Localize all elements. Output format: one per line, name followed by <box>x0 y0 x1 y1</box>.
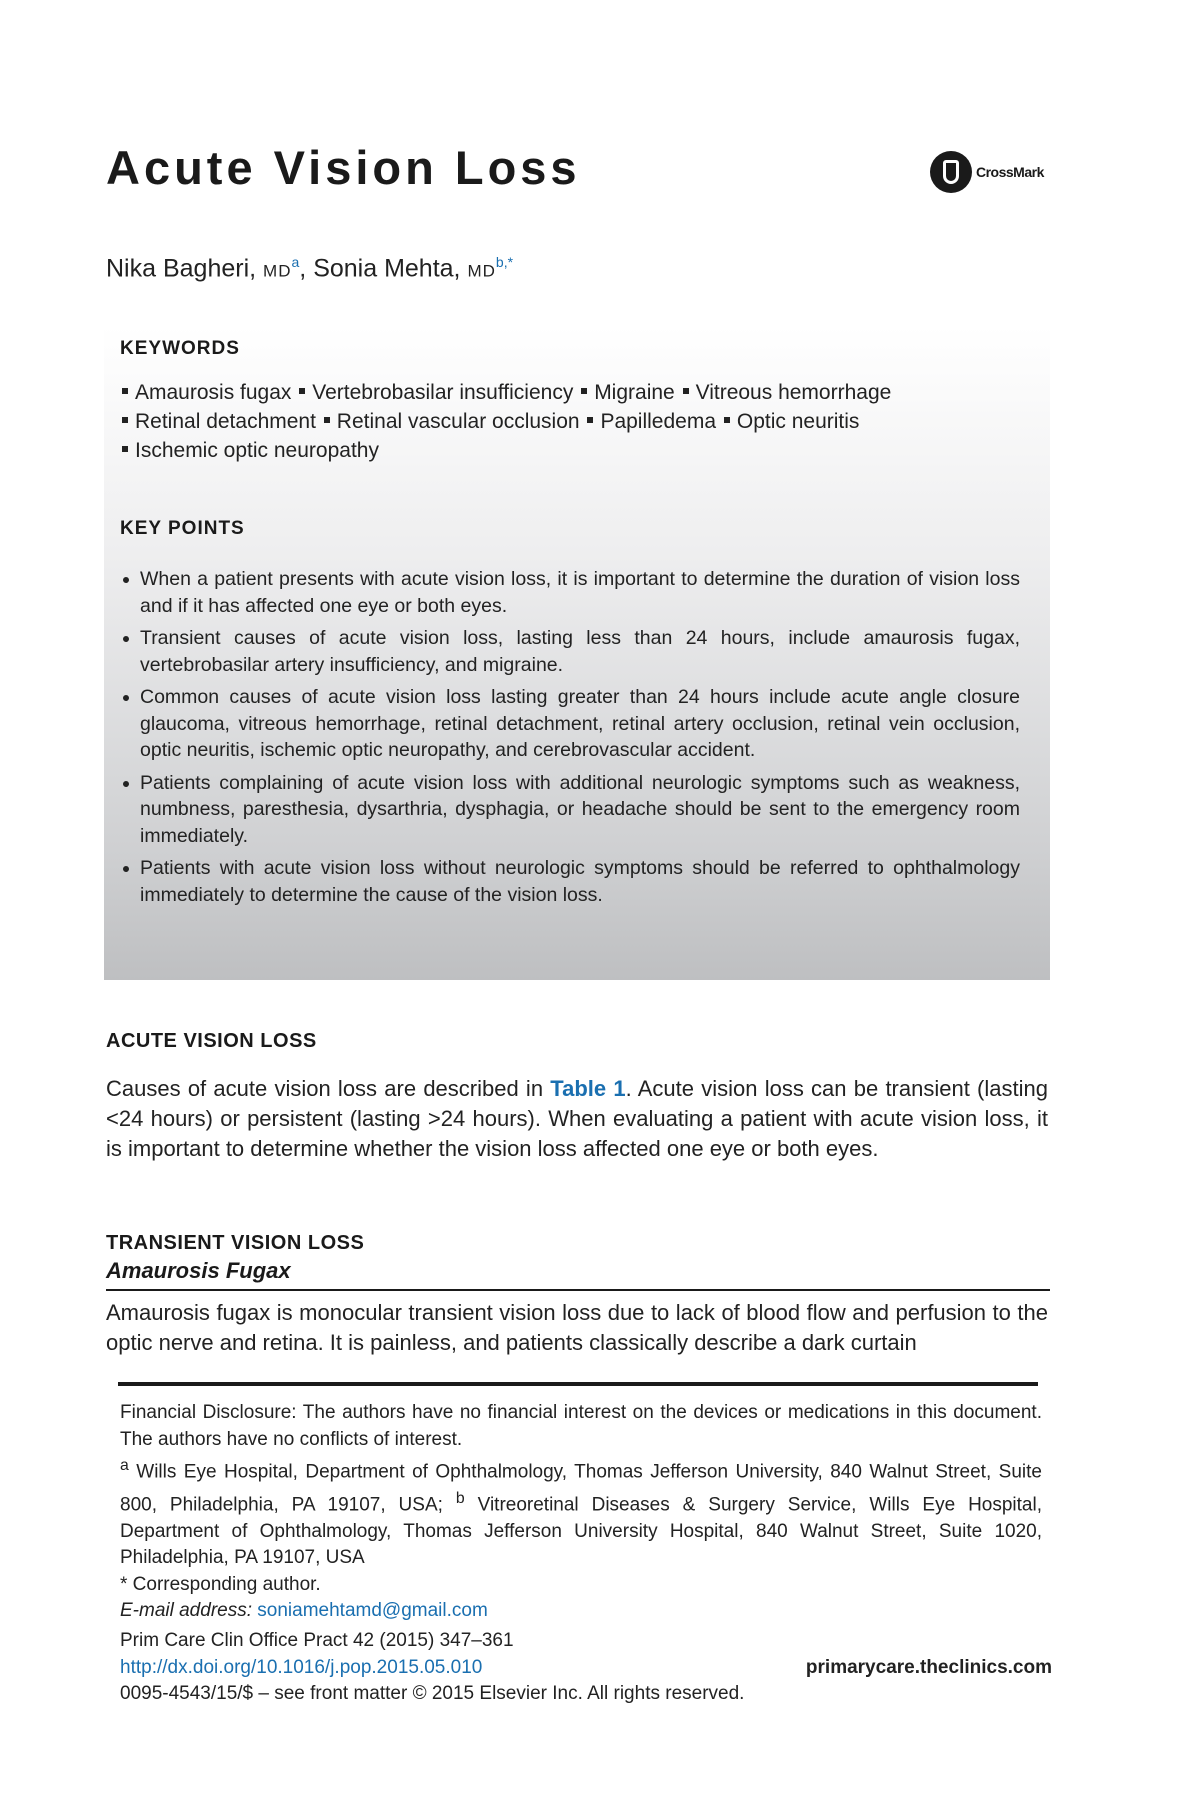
affiliation-a-marker: a <box>120 1457 129 1474</box>
doi-link[interactable]: http://dx.doi.org/10.1016/j.pop.2015.05.010 <box>120 1656 483 1678</box>
key-point-item: When a patient presents with acute vision loss, it is important to determine the duration of vision loss and if it has affected one eye or both eyes. <box>120 566 1020 619</box>
keyword-item: Retinal vascular occlusion <box>322 410 580 433</box>
keyword-item: Ischemic optic neuropathy <box>120 439 379 462</box>
key-point-item: Patients with acute vision loss without neurologic symptoms should be referred to ophthalmology immediately to determine the cause of the vision loss. <box>120 855 1020 908</box>
keyword-item: Vitreous hemorrhage <box>681 381 892 404</box>
square-bullet-icon <box>581 388 587 394</box>
citation-block <box>120 1628 1052 1708</box>
table-1-link[interactable]: Table 1 <box>550 1076 626 1101</box>
paragraph-text: . Acute vision loss can be transient (lasting <24 hours) or persistent (lasting >24 hours). When evaluating a patient with acute vision loss, it is important to determine whether the vision loss affected one eye or both eyes. <box>106 1076 1048 1161</box>
keyword-item: Amaurosis fugax <box>120 381 291 404</box>
article-title: Acute Vision Loss <box>106 141 581 194</box>
author-line: Nika Bagheri, $MD^a$, Sonia Mehta, $MD^{b,*}$ <box>106 254 514 283</box>
square-bullet-icon <box>299 388 305 394</box>
key-point-item: Common causes of acute vision loss lasting greater than 24 hours include acute angle closure glaucoma, vitreous hemorrhage, retinal detachment, retinal artery occlusion, retinal vein occlusion, optic neuritis, ischemic optic neuropathy, and cerebrovascular accident. <box>120 684 1020 764</box>
email-line <box>120 1598 1042 1625</box>
keyword-list <box>120 378 1030 465</box>
section-heading-transient-vision-loss: TRANSIENT VISION LOSS <box>106 1232 365 1254</box>
key-point-item: Transient causes of acute vision loss, lasting less than 24 hours, include amaurosis fugax, vertebrobasilar artery insufficiency, and migraine. <box>120 625 1020 678</box>
key-point-item: Patients complaining of acute vision loss with additional neurologic symptoms such as weakness, numbness, paresthesia, dysarthria, dysphagia, or headache should be sent to the emergency room immediately. <box>120 770 1020 850</box>
keyword-item: Papilledema <box>585 410 716 433</box>
keyword-item: Retinal detachment <box>120 410 316 433</box>
author-2-name: Sonia Mehta, <box>313 254 461 283</box>
square-bullet-icon <box>122 446 128 452</box>
footnotes <box>120 1400 1042 1625</box>
journal-website[interactable]: primarycare.theclinics.com <box>805 1656 1052 1678</box>
author-1-degree: MD <box>263 261 292 281</box>
section-paragraph: Amaurosis fugax is monocular transient vision loss due to lack of blood flow and perfusion to the optic nerve and retina. It is painless, and patients classically describe a dark curtain <box>106 1300 1048 1355</box>
crossmark-badge[interactable] <box>930 149 1052 195</box>
keyword-item: Vertebrobasilar insufficiency <box>297 381 573 404</box>
affiliation-a: Wills Eye Hospital, Department of Ophthalmology, Thomas Jefferson University, 840 Walnut Street, Suite 800, Philadelphia, PA 19107, USA; <box>120 1461 1042 1516</box>
corresponding-author: * Corresponding author. <box>120 1573 321 1595</box>
email-label: E-mail address: <box>120 1600 252 1622</box>
section-paragraph <box>106 1074 1048 1164</box>
square-bullet-icon <box>324 417 330 423</box>
square-bullet-icon <box>683 388 689 394</box>
key-points-heading: KEY POINTS <box>120 518 245 539</box>
square-bullet-icon <box>724 417 730 423</box>
email-link[interactable]: soniamehtamd@gmail.com <box>257 1600 488 1622</box>
author-1-name: Nika Bagheri, <box>106 254 257 283</box>
subsection-divider <box>106 1289 1050 1291</box>
footnote-divider <box>118 1382 1038 1386</box>
section-heading-acute-vision-loss: ACUTE VISION LOSS <box>106 1030 317 1052</box>
affiliation-b-marker: b <box>455 1489 465 1507</box>
square-bullet-icon <box>122 417 128 423</box>
subsection-heading-amaurosis-fugax: Amaurosis Fugax <box>106 1258 291 1283</box>
crossmark-label: CrossMark <box>976 164 1044 180</box>
author-1-affiliation-link[interactable]: a <box>291 254 300 270</box>
square-bullet-icon <box>587 417 593 423</box>
keyword-item: Optic neuritis <box>722 410 860 433</box>
key-points-list <box>120 566 1020 914</box>
author-2-affiliation-link[interactable]: b,* <box>495 254 514 270</box>
square-bullet-icon <box>122 388 128 394</box>
keyword-item: Migraine <box>579 381 675 404</box>
paragraph-text: Causes of acute vision loss are described in <box>106 1076 551 1101</box>
affiliations <box>120 1453 1042 1572</box>
journal-citation: Prim Care Clin Office Pract 42 (2015) 347–361 <box>120 1630 514 1651</box>
abstract-box <box>104 326 1050 980</box>
author-2-degree: MD <box>467 261 496 281</box>
keywords-heading: KEYWORDS <box>120 338 240 359</box>
copyright-line: 0095-4543/15/$ – see front matter © 2015 Elsevier Inc. All rights reserved. <box>120 1683 745 1704</box>
financial-disclosure: Financial Disclosure: The authors have no financial interest on the devices or medications in this document. The authors have no conflicts of interest. <box>120 1402 1042 1450</box>
affiliation-b: Vitreoretinal Diseases & Surgery Service, Wills Eye Hospital, Department of Ophthalmology, Thomas Jefferson University Hospital, 840 Walnut Street, Suite 1020, Philadelphia, PA 19107, USA <box>120 1494 1042 1569</box>
crossmark-icon <box>930 151 972 193</box>
